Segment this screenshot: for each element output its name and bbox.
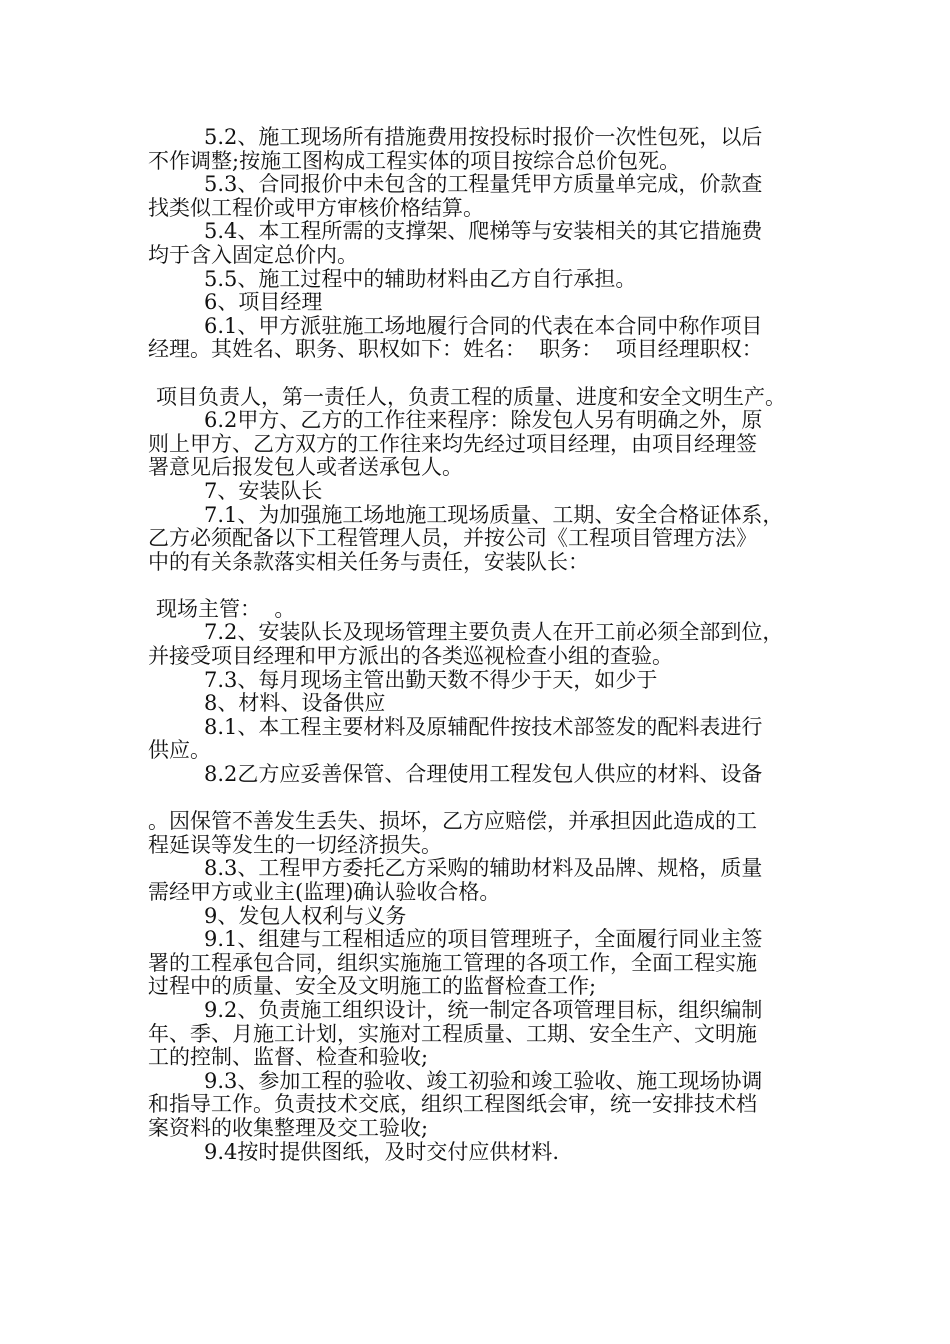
document-body xyxy=(148,126,813,1164)
paragraph-9-1-line-2: 署的工程承包合同，组织实施施工管理的各项工作，全面工程实施 xyxy=(148,950,757,975)
paragraph-6-2-line-2: 则上甲方、乙方双方的工作往来均先经过项目经理，由项目经理签 xyxy=(148,431,757,456)
paragraph-7-2-line-2: 并接受项目经理和甲方派出的各类巡视检查小组的查验。 xyxy=(148,644,673,669)
paragraph-7-1-line-4: 现场主管： 。 xyxy=(156,596,296,621)
paragraph-7-1-line-2: 乙方必须配备以下工程管理人员，并按公司《工程项目管理方法》 xyxy=(148,526,757,551)
paragraph-6-1-line-3: 项目负责人，第一责任人，负责工程的质量、进度和安全文明生产。 xyxy=(156,384,786,409)
paragraph-6-2-line-1: 6.2甲方、乙方的工作往来程序：除发包人另有明确之外，原 xyxy=(204,408,763,433)
paragraph-7-3: 7.3、每月现场主管出勤天数不得少于天，如少于 xyxy=(204,667,658,692)
blank-line xyxy=(148,574,813,598)
paragraph-6-1-line-2: 经理。其姓名、职务、职权如下：姓名： 职务： 项目经理职权： xyxy=(148,337,763,362)
paragraph-5-2-line-2: 不作调整;按施工图构成工程实体的项目按综合总价包死。 xyxy=(148,148,681,173)
paragraph-9-1-line-1: 9.1、组建与工程相适应的项目管理班子，全面履行同业主签 xyxy=(204,927,763,952)
section-9-heading: 9、发包人权利与义务 xyxy=(204,903,407,928)
paragraph-9-4: 9.4按时提供图纸，及时交付应供材料. xyxy=(204,1139,560,1164)
paragraph-8-1-line-1: 8.1、本工程主要材料及原辅配件按技术部签发的配料表进行 xyxy=(204,714,763,739)
paragraph-8-3-line-2: 需经甲方或业主(监理)确认验收合格。 xyxy=(148,880,501,904)
section-6-heading: 6、项目经理 xyxy=(204,290,323,315)
paragraph-5-3-line-2: 找类似工程价或甲方审核价格结算。 xyxy=(148,195,484,220)
paragraph-7-1-line-3: 中的有关条款落实相关任务与责任，安装队长： xyxy=(148,549,589,574)
paragraph-6-1-line-1: 6.1、甲方派驻施工场地履行合同的代表在本合同中称作项目 xyxy=(204,313,763,338)
paragraph-5-2-line-1: 5.2、施工现场所有措施费用按投标时报价一次性包死，以后 xyxy=(204,125,763,149)
paragraph-9-1-line-3: 过程中的质量、安全及文明施工的监督检查工作; xyxy=(148,974,597,999)
paragraph-5-5: 5.5、施工过程中的辅助材料由乙方自行承担。 xyxy=(204,266,637,291)
paragraph-9-3-line-2: 和指导工作。负责技术交底，组织工程图纸会审，统一安排技术档 xyxy=(148,1092,757,1117)
paragraph-5-4-line-1: 5.4、本工程所需的支撑架、爬梯等与安装相关的其它措施费 xyxy=(204,219,763,244)
paragraph-5-4-line-2: 均于含入固定总价内。 xyxy=(148,242,358,267)
paragraph-9-3-line-1: 9.3、参加工程的验收、竣工初验和竣工验收、施工现场协调 xyxy=(204,1068,763,1093)
section-8-heading: 8、材料、设备供应 xyxy=(204,691,386,716)
blank-line xyxy=(148,362,813,386)
paragraph-8-1-line-2: 供应。 xyxy=(148,738,211,763)
blank-line xyxy=(148,787,813,811)
paragraph-8-2-line-2: 。因保管不善发生丢失、损坏，乙方应赔偿，并承担因此造成的工 xyxy=(148,809,757,834)
section-7-heading: 7、安装队长 xyxy=(204,478,323,503)
paragraph-7-1-line-1: 7.1、为加强施工场地施工现场质量、工期、安全合格证体系， xyxy=(204,502,784,527)
paragraph-8-3-line-1: 8.3、工程甲方委托乙方采购的辅助材料及品牌、规格，质量 xyxy=(204,856,763,881)
paragraph-9-2-line-1: 9.2、负责施工组织设计，统一制定各项管理目标，组织编制 xyxy=(204,997,763,1022)
paragraph-6-2-line-3: 署意见后报发包人或者送承包人。 xyxy=(148,455,463,480)
paragraph-7-2-line-1: 7.2、安装队长及现场管理主要负责人在开工前必须全部到位， xyxy=(204,620,784,645)
paragraph-9-2-line-2: 年、季、月施工计划，实施对工程质量、工期、安全生产、文明施 xyxy=(148,1021,757,1046)
paragraph-8-2-line-3: 程延误等发生的一切经济损失。 xyxy=(148,832,442,857)
paragraph-9-3-line-3: 案资料的收集整理及交工验收; xyxy=(148,1115,429,1140)
paragraph-9-2-line-3: 工的控制、监督、检查和验收; xyxy=(148,1045,429,1070)
paragraph-5-3-line-1: 5.3、合同报价中未包含的工程量凭甲方质量单完成，价款查 xyxy=(204,172,763,197)
paragraph-8-2-line-1: 8.2乙方应妥善保管、合理使用工程发包人供应的材料、设备 xyxy=(204,762,763,787)
